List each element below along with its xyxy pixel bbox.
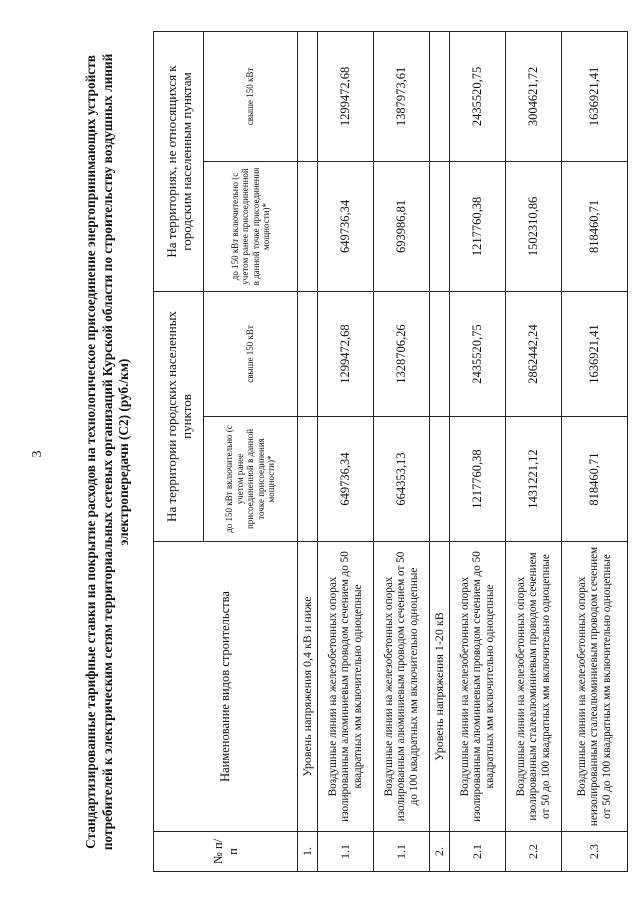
- empty-cell: [298, 291, 318, 416]
- table-row: [450, 31, 506, 871]
- empty-cell: [430, 31, 450, 161]
- value-rural-up-to-150: 693986,81: [374, 161, 430, 291]
- empty-cell: [298, 161, 318, 291]
- header-rural-over-150: свыше 150 кВт: [204, 31, 298, 161]
- row-num: 2.3: [562, 832, 628, 872]
- value-rural-up-to-150: 649736,34: [318, 161, 374, 291]
- document-title: Стандартизированные тарифные ставки на покрытие расходов на технологическое присоединение энергопринимающих устройств потребителей к электрическим сетям территориальных сетевых организаций Курской области по строительству воздушных линий электропередачи (С2) (руб./км): [83, 53, 131, 851]
- table-row: [318, 31, 374, 871]
- value-rural-over-150: 3004621,72: [506, 31, 562, 161]
- row-num: 2.2: [506, 832, 562, 872]
- header-num: № п/п: [154, 832, 298, 872]
- value-rural-over-150: 1387973,61: [374, 31, 430, 161]
- construction-type: Воздушные линии на железобетонных опорах изолированным алюминиевым проводом сечением до 50 квадратных мм включительно одноцепные: [318, 542, 374, 832]
- value-urban-up-to-150: 1217760,38: [450, 417, 506, 542]
- value-urban-up-to-150: 664353,13: [374, 417, 430, 542]
- table-row: [374, 31, 430, 871]
- construction-type: Воздушные линии на железобетонных опорах неизолированным сталеалюминиевым проводом сечением от 50 до 100 квадратных мм включительно одноцепные: [562, 542, 628, 832]
- rotated-document: [83, 32, 640, 872]
- row-num: 1.1: [318, 832, 374, 872]
- table-row: [430, 31, 450, 871]
- header-urban-up-to-150: до 150 кВт включительно (с учетом ранее присоединенной в данной точке присоединения мощности)*: [204, 417, 298, 542]
- empty-cell: [430, 291, 450, 416]
- row-num: 2.1: [450, 832, 506, 872]
- header-name: Наименование видов строительства: [154, 542, 298, 832]
- construction-type: Воздушные линии на железобетонных опорах изолированным алюминиевым проводом сечением до 50 квадратных мм включительно одноцепные: [450, 542, 506, 832]
- empty-cell: [430, 417, 450, 542]
- value-rural-over-150: 1636921,41: [562, 31, 628, 161]
- value-rural-over-150: 2435520,75: [450, 31, 506, 161]
- header-urban-over-150: свыше 150 кВт: [204, 291, 298, 416]
- value-rural-over-150: 1299472,68: [318, 31, 374, 161]
- value-urban-over-150: 2435520,75: [450, 291, 506, 416]
- header-rural-up-to-150: до 150 кВт включительно (с учетом ранее присоединенной в данной точке присоединения мощности)*: [204, 161, 298, 291]
- value-urban-over-150: 1636921,41: [562, 291, 628, 416]
- value-rural-up-to-150: 1502310,86: [506, 161, 562, 291]
- empty-cell: [298, 417, 318, 542]
- value-urban-over-150: 1299472,68: [318, 291, 374, 416]
- construction-type: Воздушные линии на железобетонных опорах изолированным сталеалюминиевым проводом сечением от 50 до 100 квадратных мм включительно одноцепные: [506, 542, 562, 832]
- page-number: 3: [30, 450, 45, 458]
- construction-type: Воздушные линии на железобетонных опорах изолированным алюминиевым проводом сечением от 50 до 100 квадратных мм включительно одноцепные: [374, 542, 430, 832]
- header-urban: На территории городских населенных пунктов: [154, 291, 204, 541]
- table-row: [298, 31, 318, 871]
- tariff-table: [153, 31, 628, 872]
- table-row: [506, 31, 562, 871]
- value-urban-up-to-150: 818460,71: [562, 417, 628, 542]
- value-rural-up-to-150: 1217760,38: [450, 161, 506, 291]
- value-rural-up-to-150: 818460,71: [562, 161, 628, 291]
- value-urban-up-to-150: 1431221,12: [506, 417, 562, 542]
- value-urban-over-150: 1328706,26: [374, 291, 430, 416]
- value-urban-over-150: 2862442,24: [506, 291, 562, 416]
- voltage-level-heading: Уровень напряжения 0,4 кВ и ниже: [298, 542, 318, 832]
- row-num: 2.: [430, 832, 450, 872]
- voltage-level-heading: Уровень напряжения 1-20 кВ: [430, 542, 450, 832]
- value-urban-up-to-150: 649736,34: [318, 417, 374, 542]
- header-rural: На территориях, не относящихся к городским населенным пунктам: [154, 31, 204, 291]
- table-row: [562, 31, 628, 871]
- empty-cell: [430, 161, 450, 291]
- row-num: 1.: [298, 832, 318, 872]
- row-num: 1.1: [374, 832, 430, 872]
- empty-cell: [298, 31, 318, 161]
